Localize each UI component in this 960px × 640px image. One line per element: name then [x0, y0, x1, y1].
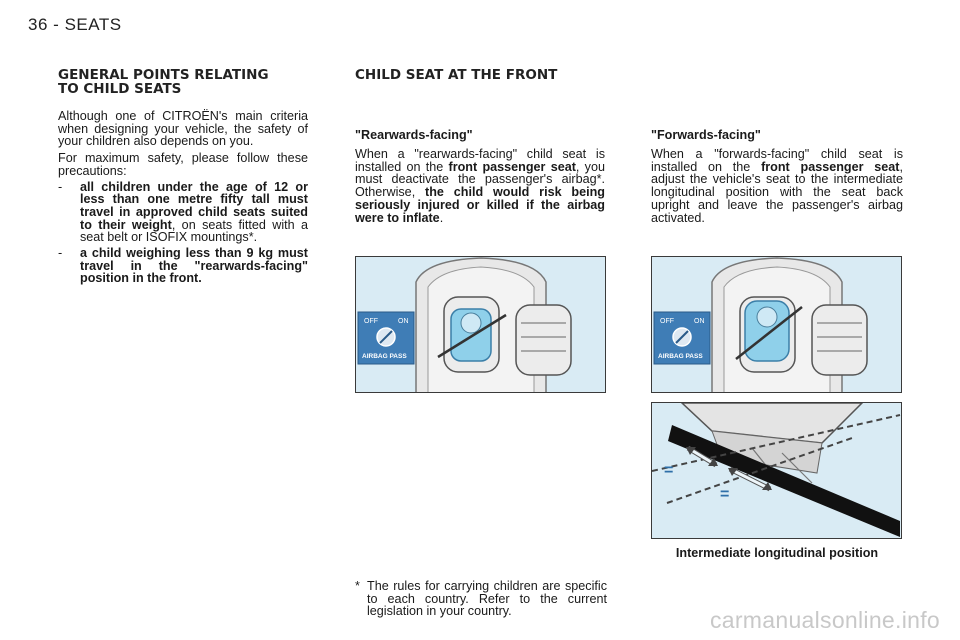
seat-cushion: [682, 403, 862, 443]
fwd-text-2: , adjust the vehicle's seat to the intermediate longitudinal position with the seat back upright and leave the passenger's airbag activated.: [651, 159, 903, 225]
adjustment-caption: Intermediate longitudinal position: [675, 546, 879, 560]
general-heading: [58, 68, 308, 96]
car-top-view-rear: [356, 257, 605, 392]
section-title: SEATS: [64, 15, 122, 34]
footnote-text: The rules for carrying children are specific to each country. Refer to the current legislation in your country.: [367, 579, 607, 619]
forwards-text: [651, 148, 903, 224]
switch-on-label: ON: [398, 318, 409, 325]
rear-text-3: .: [439, 210, 444, 225]
driver-seat: [516, 305, 571, 375]
switch-off-label: OFF: [660, 318, 674, 325]
precaution-2-bold: a child weighing less than 9 kg must travel in the "rearwards-facing" position in the front.: [80, 246, 308, 286]
rearwards-seat-illustration: [355, 256, 606, 393]
airbag-pass-label: AIRBAG PASS: [362, 353, 407, 360]
forwards-title: "Forwards-facing": [651, 128, 761, 142]
general-intro: Although one of CITROËN's main criteria when designing your vehicle, the safety of your children also depends on you.: [58, 109, 308, 149]
seat-adjustment-illustration: [651, 402, 902, 539]
general-points-column: [58, 68, 308, 285]
airbag-pass-label: AIRBAG PASS: [658, 353, 703, 360]
header-separator: -: [53, 15, 60, 34]
dash-mark: -: [58, 179, 63, 194]
rearwards-text: [355, 148, 605, 224]
forwards-column: [651, 128, 903, 224]
general-follow: For maximum safety, please follow these precautions:: [58, 151, 308, 178]
precaution-1-bold: all children under the age of 12 or less than one metre fifty tall must travel in approved child seats suited to their weight: [80, 179, 308, 232]
page-header: [28, 15, 122, 35]
fwd-text-1: When a "forwards-facing" child seat is installed on the: [651, 147, 903, 174]
precaution-item: [58, 181, 308, 245]
precautions-list: [58, 181, 308, 286]
rear-text-2: , you must deactivate the passenger's airbag*. Otherwise,: [355, 159, 605, 200]
switch-on-label: ON: [694, 318, 705, 325]
fwd-bold-1: front passenger seat: [761, 159, 900, 174]
forwards-seat-illustration: [651, 256, 902, 393]
seat-rail-side-view: [652, 403, 901, 538]
switch-off-label: OFF: [364, 318, 378, 325]
precaution-item: [58, 247, 308, 285]
watermark: carmanualsonline.info: [709, 607, 940, 633]
footnote-asterisk: *: [355, 579, 360, 593]
child-seat-front-heading: CHILD SEAT AT THE FRONT: [355, 67, 558, 83]
rear-bold-1: front passenger seat: [448, 159, 576, 174]
precaution-1-rest: , on seats fitted with a seat belt or ISOFIX mountings*.: [80, 217, 308, 245]
equal-mark-2: =: [720, 486, 730, 503]
equal-mark-1: =: [664, 462, 674, 479]
rear-bold-2: the child would risk being seriously injured or killed if the airbag were to inflate: [355, 185, 605, 225]
footnote: [355, 580, 607, 618]
dash-mark: -: [58, 246, 63, 261]
rearwards-column: [355, 128, 605, 224]
rearwards-title: "Rearwards-facing": [355, 128, 473, 142]
car-top-view-forward: [652, 257, 901, 392]
page-number: 36: [28, 15, 48, 34]
driver-seat: [812, 305, 867, 375]
general-heading-line2: TO CHILD SEATS: [58, 81, 182, 97]
general-heading-line1: GENERAL POINTS RELATING: [58, 67, 269, 83]
rear-text-1: When a "rearwards-facing" child seat is installed on the: [355, 147, 605, 174]
